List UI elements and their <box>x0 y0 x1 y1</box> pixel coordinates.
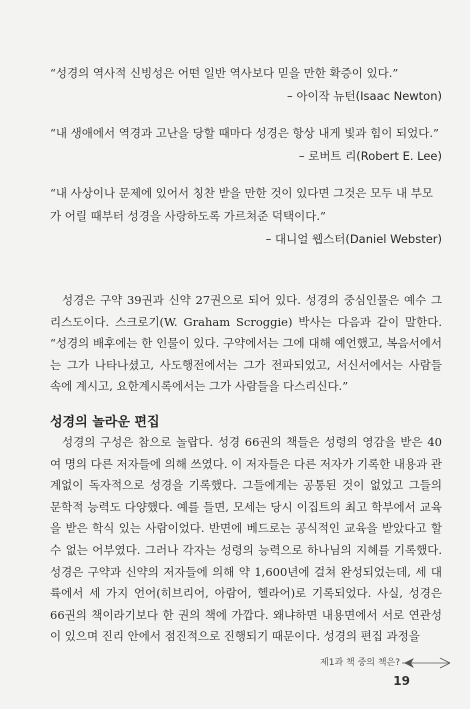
body-paragraph-editing: 성경의 구성은 참으로 놀랍다. 성경 66권의 책들은 성령의 영감을 받은 40여 명의 다른 저자들에 의해 쓰였다. 이 저자들은 다른 저자가 기록한 내용과 관계없이 독자적으로 성경을 기록했다. 그들에게는 공통된 것이 없었고 그들의 문학적 능력도 다양했다. 예를 들면, 모세는 당시 이집트의 최고 학부에서 교육을 받은 학식 있는 사람이었다. 반면에 베드로는 공식적인 교육을 받았다고 할 수 없는 어부였다. 그러나 각자는 성령의 능력으로 하나님의 지혜를 기록했다. 성경은 구약과 신약의 저자들에 의해 약 1,600년에 걸쳐 완성되었는데, 세 대륙에서 세 가지 언어(히브리어, 아람어, 헬라어)로 기록되었다. 사실, 성경은 66권의 책이라기보다 한 권의 책에 가깝다. 왜냐하면 내용면에서 서로 연관성이 있으며 진리 안에서 점진적으로 진행되기 때문이다. 성경의 편집 과정을 <box>50 435 442 644</box>
quote-newton <box>50 62 442 108</box>
body-paragraph-composition: 성경은 구약 39권과 신약 27권으로 되어 있다. 성경의 중심인물은 예수 그리스도이다. 스크로기(W. Graham Scroggie) 박사는 다음과 같이 말한다. “성경의 배후에는 한 인물이 있다. 구약에서는 그에 대해 예언했고, 복음서에서는 그가 나타나셨고, 사도행전에서는 그가 전파되었고, 서신서에서는 사람들 속에 계시고, 요한계시록에서는 그가 사람들을 다스리신다.” <box>50 293 442 394</box>
arrow-ornament-icon <box>402 656 452 670</box>
quote-author: – 대니얼 웹스터(Daniel Webster) <box>265 232 442 246</box>
quote-author: – 로버트 리(Robert E. Lee) <box>298 149 442 163</box>
page-footer <box>0 652 470 702</box>
quote-webster <box>50 182 442 251</box>
quote-author: – 아이작 뉴턴(Isaac Newton) <box>287 89 442 103</box>
page-number: 19 <box>393 674 410 688</box>
quote-lee <box>50 122 442 168</box>
quote-text: “내 생애에서 역경과 고난을 당할 때마다 성경은 항상 내게 빛과 힘이 되었다.” <box>50 126 439 140</box>
quote-text: “내 사상이나 문제에 있어서 칭찬 받을 만한 것이 있다면 그것은 모두 내 부모가 어릴 때부터 성경을 사랑하도록 가르쳐준 덕택이다.” <box>50 186 434 223</box>
running-head: 제1과 책 중의 책은? <box>320 658 400 668</box>
quote-text: “성경의 역사적 신빙성은 어떤 일반 역사보다 믿을 만한 확증이 있다.” <box>50 66 399 80</box>
section-title: 성경의 놀라운 편집 <box>50 415 160 430</box>
